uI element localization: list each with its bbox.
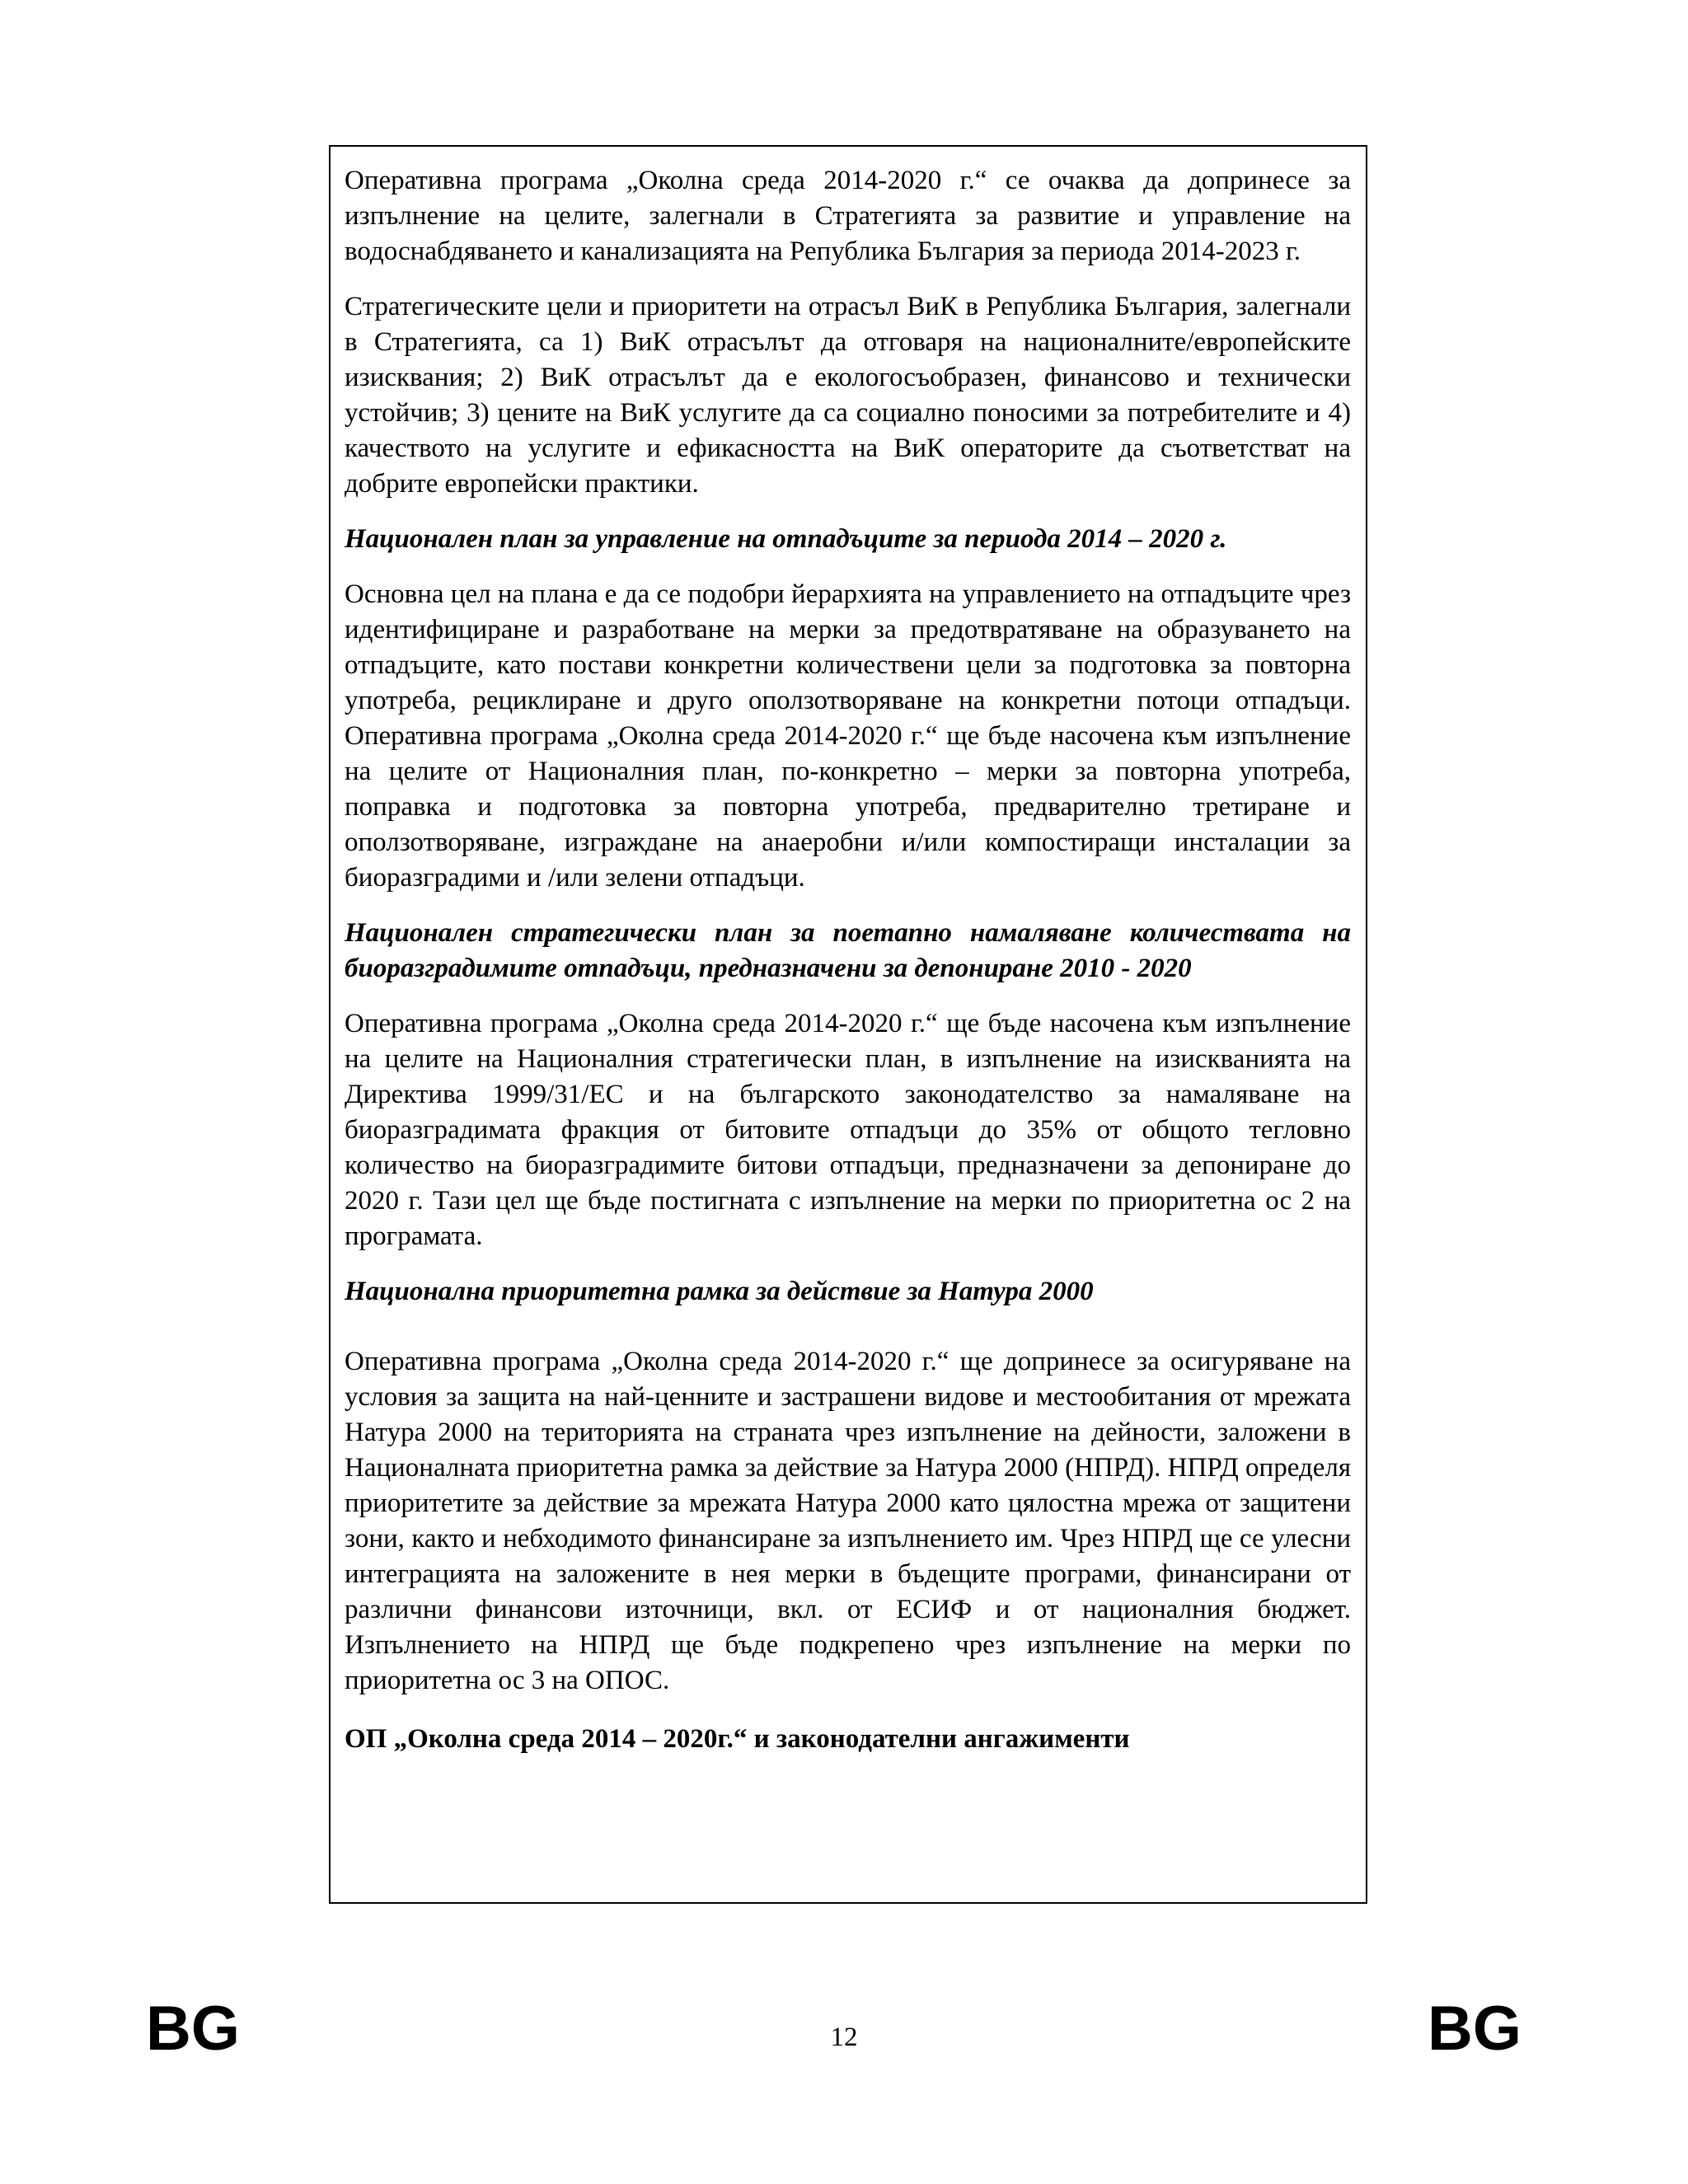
heading-legislative-commitments: ОП „Околна среда 2014 – 2020г.“ и законодателни ангажименти	[345, 1724, 1130, 1754]
paragraph-biodegradable-waste: Оперативна програма „Околна среда 2014-2020 г.“ ще бъде насочена към изпълнение на целите на Националния стратегически план, в изпълнение на изискванията на Директива 1999/31/ЕС и на българското законодателство за намаляване на биоразградимата фракция от битовите отпадъци до 35% от общото тегловно количество на биоразградимите битови отпадъци, предназначени за депониране до 2020 г. Тази цел ще бъде постигната с изпълнение на мерки по приоритетна ос 2 на програмата.	[345, 1009, 1351, 1251]
paragraph-strategic-goals: Стратегическите цели и приоритети на отрасъл ВиК в Република България, залегнали в Стратегията, са 1) ВиК отрасълът да отговаря на националните/европейските изисквания; 2) ВиК отрасълът да е екологосъобразен, финансово и технически устойчив; 3) цените на ВиК услугите да са социално поносими за потребителите и 4) качеството на услугите и ефикасността на ВиК операторите да съответстват на добрите европейски практики.	[345, 292, 1351, 499]
paragraph-waste-plan-goal: Основна цел на плана е да се подобри йерархията на управлението на отпадъците чрез идентифициране и разработване на мерки за предотвратяване на образуването на отпадъците, като постави конкретни количествени цели за подготовка за повторна употреба, рециклиране и друго оползотворяване на конкретни потоци отпадъци. Оперативна програма „Околна среда 2014-2020 г.“ ще бъде насочена към изпълнение на целите от Националния план, по-конкретно – мерки за повторна употреба, поправка и подготовка за повторна употреба, предварително третиране и оползотворяване, изграждане на анаеробни и/или компостиращи инсталации за биоразградими и /или зелени отпадъци.	[345, 579, 1351, 893]
paragraph-natura-framework: Оперативна програма „Околна среда 2014-2020 г.“ ще допринесе за осигуряване на условия за защита на най-ценните и застрашени видове и местообитания от мрежата Натура 2000 на територията на страната чрез изпълнение на дейности, заложени в Националната приоритетна рамка за действие за Натура 2000 (НПРД). НПРД определя приоритетите за действие за мрежата Натура 2000 като цялостна мрежа от защитени зони, както и небходимото финансиране за изпълнението им. Чрез НПРД ще се улесни интеграцията на заложените в нея мерки в бъдещите програми, финансирани от различни финансови източници, вкл. от ЕСИФ и от националния бюджет. Изпълнението на НПРД ще бъде подкрепено чрез изпълнение на мерки по приоритетна ос 3 на ОПОС.	[345, 1347, 1351, 1695]
paragraph-water-strategy: Оперативна програма „Околна среда 2014-2020 г.“ се очаква да допринесе за изпълнение на целите, залегнали в Стратегията за развитие и управление на водоснабдяването и канализацията на Република България за периода 2014-2023 г.	[345, 166, 1351, 266]
page-number: 12	[830, 2022, 858, 2052]
content-frame	[329, 145, 1367, 1904]
heading-biodegradable-waste-plan: Национален стратегически план за поетапно намаляване количествата на биоразградимите отпадъци, предназначени за депониране 2010 - 2020	[345, 918, 1351, 983]
language-code-left: BG	[146, 1994, 240, 2064]
heading-waste-management-plan: Национален план за управление на отпадъците за периода 2014 – 2020 г.	[345, 524, 1227, 554]
language-code-right: BG	[1428, 1994, 1522, 2064]
heading-natura-framework: Национална приоритетна рамка за действие за Натура 2000	[345, 1277, 1094, 1306]
